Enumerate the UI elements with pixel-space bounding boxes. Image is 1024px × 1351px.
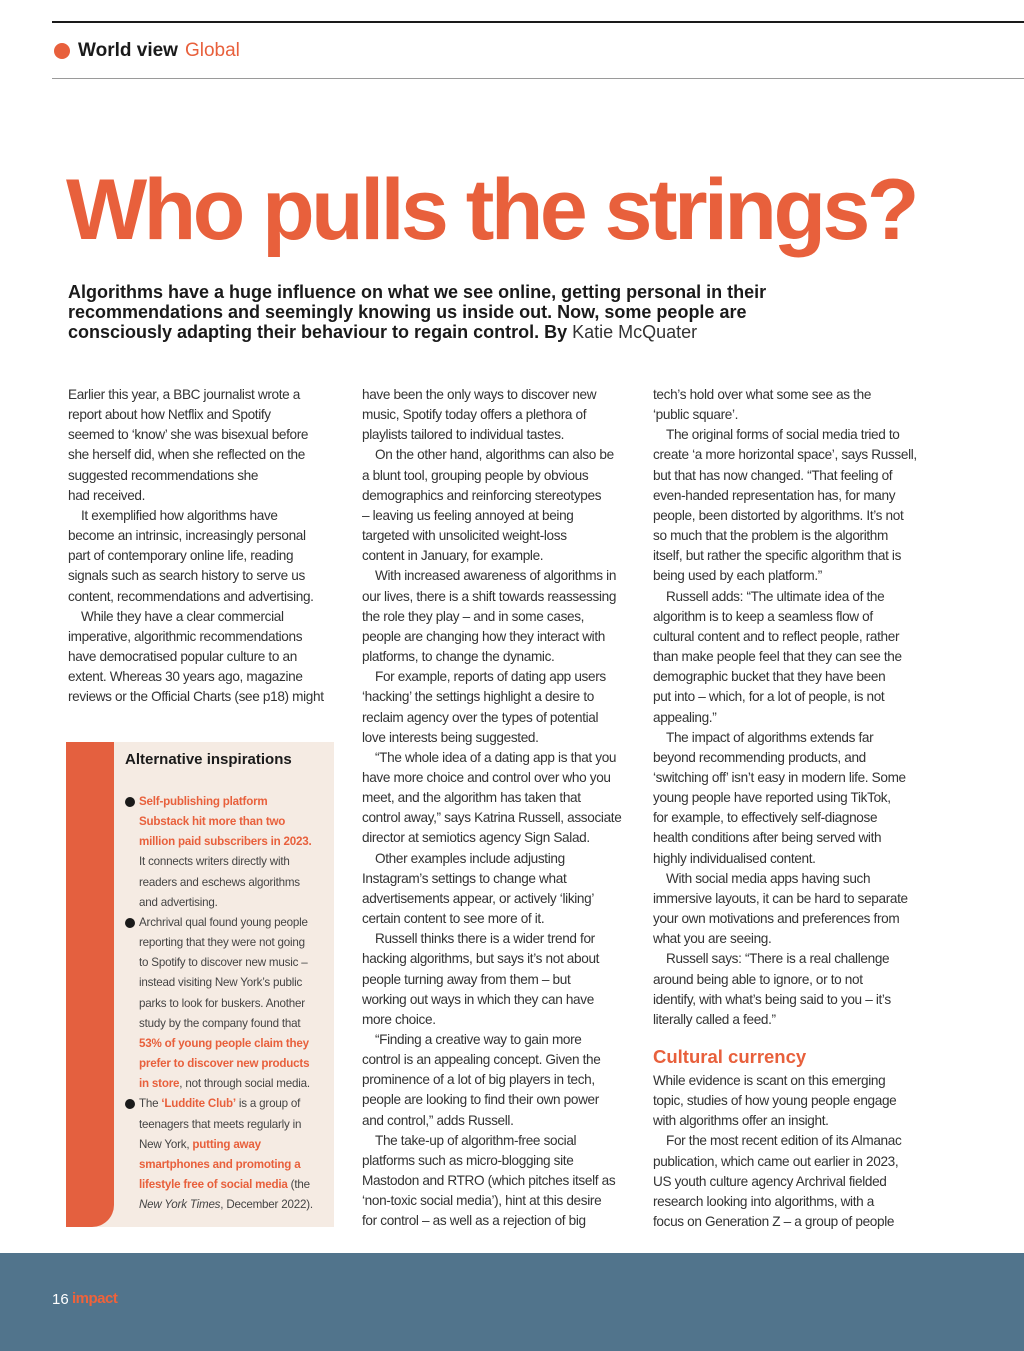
text-line: for control – as well as a rejection of big (362, 1213, 586, 1229)
bullet-icon (125, 1099, 135, 1109)
text-line: platforms such as micro-blogging site (362, 1152, 574, 1168)
text-line: platforms, to change the dynamic. (362, 649, 555, 665)
article-column-3 (653, 385, 938, 1030)
text-line: people are changing how they interact with (362, 628, 605, 644)
sidebar-text: parks to look for buskers. Another (139, 996, 305, 1010)
text-line: and control,” adds Russell. (362, 1112, 514, 1128)
text-line: reviews or the Official Charts (see p18) might (68, 689, 324, 705)
sidebar-line (125, 812, 313, 832)
text-line: identify, with what’s being said to you – it’s (653, 991, 891, 1007)
text-line: put into – which, for a lot of people, is not (653, 689, 885, 705)
text-line: music, Spotify today offers a plethora of (362, 407, 587, 423)
sidebar-text: teenagers that meets regularly in (139, 1117, 302, 1131)
highlight-text: lifestyle free of social media (139, 1177, 288, 1191)
sidebar-text: (the (287, 1177, 310, 1191)
text-line: our lives, there is a shift towards reassessing (362, 588, 617, 604)
text-line: US youth culture agency Archrival fielded (653, 1173, 887, 1189)
text-line: being used by each platform.” (653, 568, 822, 584)
article-column-2 (362, 385, 647, 1232)
text-line: part of contemporary online life, reading (68, 548, 294, 564)
text-line: Russell thinks there is a wider trend for (375, 931, 595, 947)
sidebar-text: reporting that they were not going (139, 936, 305, 950)
author-name: Katie McQuater (572, 322, 698, 343)
highlight-text: million paid subscribers in 2023. (139, 835, 312, 849)
text-line: more choice. (362, 1011, 436, 1027)
text-line: what you are seeing. (653, 931, 772, 947)
sidebar-accent-strip (66, 742, 114, 1227)
sidebar-line (125, 1195, 313, 1215)
magazine-logo: impact (72, 1290, 118, 1307)
page-number: 16 (52, 1291, 69, 1308)
text-line: On the other hand, algorithms can also be (375, 447, 614, 463)
text-line: – leaving us feeling annoyed at being (362, 507, 574, 523)
text-line: The original forms of social media tried to (666, 427, 900, 443)
text-line: have more choice and control over who you (362, 769, 611, 785)
sidebar-text: New York, (139, 1137, 193, 1151)
sidebar-text: readers and eschews algorithms (139, 875, 300, 889)
article-column-3-continued (653, 1071, 938, 1232)
text-line: control away,” says Katrina Russell, associate (362, 810, 622, 826)
text-line: people are looking to find their own power (362, 1092, 599, 1108)
text-line: Mastodon and RTRO (which pitches itself as (362, 1173, 616, 1189)
sidebar-text: to Spotify to discover new music – (139, 956, 308, 970)
sidebar-box (66, 742, 334, 1227)
sidebar-text: and advertising. (139, 895, 218, 909)
sidebar-line (125, 933, 313, 953)
text-line: itself, but rather the specific algorithm that is (653, 548, 902, 564)
text-line: reclaim agency over the types of potential (362, 709, 599, 725)
text-line: meet, and the algorithm has taken that (362, 790, 581, 806)
text-line: With social media apps having such (666, 870, 871, 886)
text-line: demographics and reinforcing stereotypes (362, 487, 602, 503)
section-dot-icon (54, 43, 70, 59)
sidebar-line (125, 1135, 313, 1155)
highlight-text: smartphones and promoting a (139, 1157, 301, 1171)
text-line: topic, studies of how young people engage (653, 1093, 897, 1109)
text-line: ‘hacking’ the settings highlight a desire to (362, 689, 594, 705)
sidebar-line (125, 1155, 313, 1175)
text-line: a blunt tool, grouping people by obvious (362, 467, 589, 483)
sidebar-line (125, 792, 313, 812)
sidebar-bullet-list (125, 792, 313, 1215)
highlight-text: prefer to discover new products (139, 1057, 310, 1071)
text-line: prominence of a lot of big players in tech, (362, 1072, 595, 1088)
text-line: working out ways in which they can have (362, 991, 594, 1007)
text-line: algorithm is to keep a seamless flow of (653, 608, 873, 624)
text-line: “Finding a creative way to gain more (375, 1032, 582, 1047)
text-line: For the most recent edition of its Almanac (666, 1133, 902, 1149)
text-line: highly individualised content. (653, 850, 816, 866)
text-line: with algorithms offer an insight. (653, 1113, 829, 1129)
highlight-text: Substack hit more than two (139, 815, 286, 829)
highlight-text: Self-publishing platform (139, 795, 268, 808)
text-line: targeted with unsolicited weight-loss (362, 528, 567, 544)
text-line: become an intrinsic, increasingly personal (68, 528, 306, 544)
sidebar-text: The (139, 1097, 162, 1111)
text-line: young people have reported using TikTok, (653, 790, 891, 806)
sidebar-line (125, 893, 313, 913)
text-line: have been the only ways to discover new (362, 387, 597, 402)
article-column-1 (68, 385, 353, 708)
text-line: around being able to ignore, or to not (653, 971, 863, 987)
text-line: Other examples include adjusting (375, 850, 565, 866)
standfirst (68, 282, 828, 343)
text-line: playlists tailored to individual tastes. (362, 427, 565, 443)
sidebar-line (125, 873, 313, 893)
text-line: publication, which came out earlier in 2023, (653, 1153, 899, 1169)
text-line: certain content to see more of it. (362, 911, 545, 927)
sidebar-line (125, 1115, 313, 1135)
text-line: While they have a clear commercial (81, 608, 284, 624)
text-line: appealing.” (653, 709, 717, 725)
sidebar-line (125, 1074, 313, 1094)
sidebar-text: instead visiting New York’s public (139, 976, 303, 990)
text-line: seemed to ‘know’ she was bisexual before (68, 427, 309, 443)
text-line: content in January, for example. (362, 548, 544, 564)
text-line: than make people feel that they can see the (653, 649, 902, 665)
text-line: ‘switching off’ isn’t easy in modern life. Some (653, 769, 906, 785)
text-line: health conditions after being served with (653, 830, 882, 846)
text-line: people turning away from them – but (362, 971, 571, 987)
text-line: cultural content and to reflect people, rather (653, 628, 900, 644)
sidebar-text: New York Times (139, 1198, 221, 1212)
text-line: your own motivations and preferences from (653, 911, 900, 927)
sidebar-line (125, 953, 313, 973)
text-line: even-handed representation has, for many (653, 487, 896, 503)
text-line: advertisements appear, or actively ‘liking’ (362, 890, 595, 906)
text-line: so much that the problem is the algorithm (653, 528, 888, 544)
sidebar-line (125, 973, 313, 993)
section-rule (52, 78, 1024, 79)
sidebar-line (125, 1175, 313, 1195)
sidebar-line (125, 1014, 313, 1034)
sidebar-text: study by the company found that (139, 1016, 301, 1030)
text-line: While evidence is scant on this emerging (653, 1073, 886, 1088)
sidebar-text: , not through social media. (179, 1077, 310, 1091)
sidebar-line (125, 994, 313, 1014)
text-line: Russell adds: “The ultimate idea of the (666, 588, 885, 604)
text-line: extent. Whereas 30 years ago, magazine (68, 669, 303, 685)
text-line: beyond recommending products, and (653, 749, 866, 765)
sidebar-text: It connects writers directly with (139, 855, 290, 869)
text-line: For example, reports of dating app users (375, 669, 606, 685)
text-line: love interests being suggested. (362, 729, 539, 745)
text-line: report about how Netflix and Spotify (68, 407, 271, 423)
text-line: control is an appealing concept. Given the (362, 1052, 601, 1068)
bullet-icon (125, 918, 135, 928)
text-line: but that has now changed. “That feeling of (653, 467, 893, 483)
highlight-text: 53% of young people claim they (139, 1036, 309, 1050)
bullet-icon (125, 797, 135, 807)
sidebar-text: is a group of (235, 1097, 301, 1111)
text-line: Earlier this year, a BBC journalist wrote a (68, 387, 301, 402)
text-line: demographic bucket that they have been (653, 669, 886, 685)
text-line: focus on Generation Z – a group of people (653, 1214, 895, 1230)
text-line: research looking into algorithms, with a (653, 1193, 874, 1209)
text-line: With increased awareness of algorithms in (375, 568, 617, 584)
text-line: signals such as search history to serve us (68, 568, 305, 584)
text-line: literally called a feed.” (653, 1011, 776, 1027)
subheading: Cultural currency (653, 1046, 807, 1067)
text-line: hacking algorithms, but says it’s not about (362, 951, 600, 967)
text-line: ‘non-toxic social media’), hint at this desire (362, 1193, 602, 1209)
text-line: immersive layouts, it can be hard to separate (653, 890, 908, 906)
sidebar-text: , December 2022). (220, 1198, 313, 1212)
highlight-text: in store (139, 1077, 180, 1091)
text-line: for example, to effectively self-diagnose (653, 810, 878, 826)
text-line: The impact of algorithms extends far (666, 729, 874, 745)
text-line: tech’s hold over what some see as the (653, 387, 872, 402)
section-name: World view (78, 40, 178, 61)
text-line: the role they play – and in some cases, (362, 608, 585, 624)
highlight-text: putting away (192, 1137, 261, 1151)
text-line: content, recommendations and advertising. (68, 588, 314, 604)
text-line: create ‘a more horizontal space’, says Russell, (653, 447, 917, 463)
sidebar-title: Alternative inspirations (125, 751, 292, 768)
sidebar-line (125, 1034, 313, 1054)
text-line: Instagram’s settings to change what (362, 870, 567, 886)
sidebar-line (125, 913, 313, 933)
section-subname: Global (184, 40, 240, 61)
text-line: Russell says: “There is a real challenge (666, 951, 890, 967)
sidebar-text: Archrival qual found young people (139, 915, 308, 929)
text-line: have democratised popular culture to an (68, 649, 297, 665)
text-line: “The whole idea of a dating app is that you (375, 749, 617, 765)
text-line: suggested recommendations she (68, 467, 259, 483)
section-label (54, 38, 240, 64)
text-line: people, been distorted by algorithms. It’s not (653, 507, 904, 523)
text-line: imperative, algorithmic recommendations (68, 628, 303, 644)
footer (0, 1253, 1024, 1351)
standfirst-text: Algorithms have a huge influence on what we see online, getting personal in their recommendations and seemingly knowing us inside out. Now, some people are consciously adapting their behaviour to regain control. By (68, 282, 767, 343)
article-title: Who pulls the strings? (66, 162, 916, 258)
sidebar-line (125, 832, 313, 852)
text-line: she herself did, when she reflected on the (68, 447, 305, 463)
text-line: ‘public square’. (653, 407, 739, 423)
text-line: director at semiotics agency Sign Salad. (362, 830, 590, 846)
text-line: had received. (68, 487, 146, 503)
top-rule (52, 21, 1024, 23)
text-line: The take-up of algorithm-free social (375, 1132, 577, 1148)
sidebar-line (125, 852, 313, 872)
highlight-text: ‘Luddite Club’ (161, 1097, 236, 1111)
text-line: It exemplified how algorithms have (81, 507, 278, 523)
sidebar-line (125, 1054, 313, 1074)
sidebar-line (125, 1094, 313, 1114)
